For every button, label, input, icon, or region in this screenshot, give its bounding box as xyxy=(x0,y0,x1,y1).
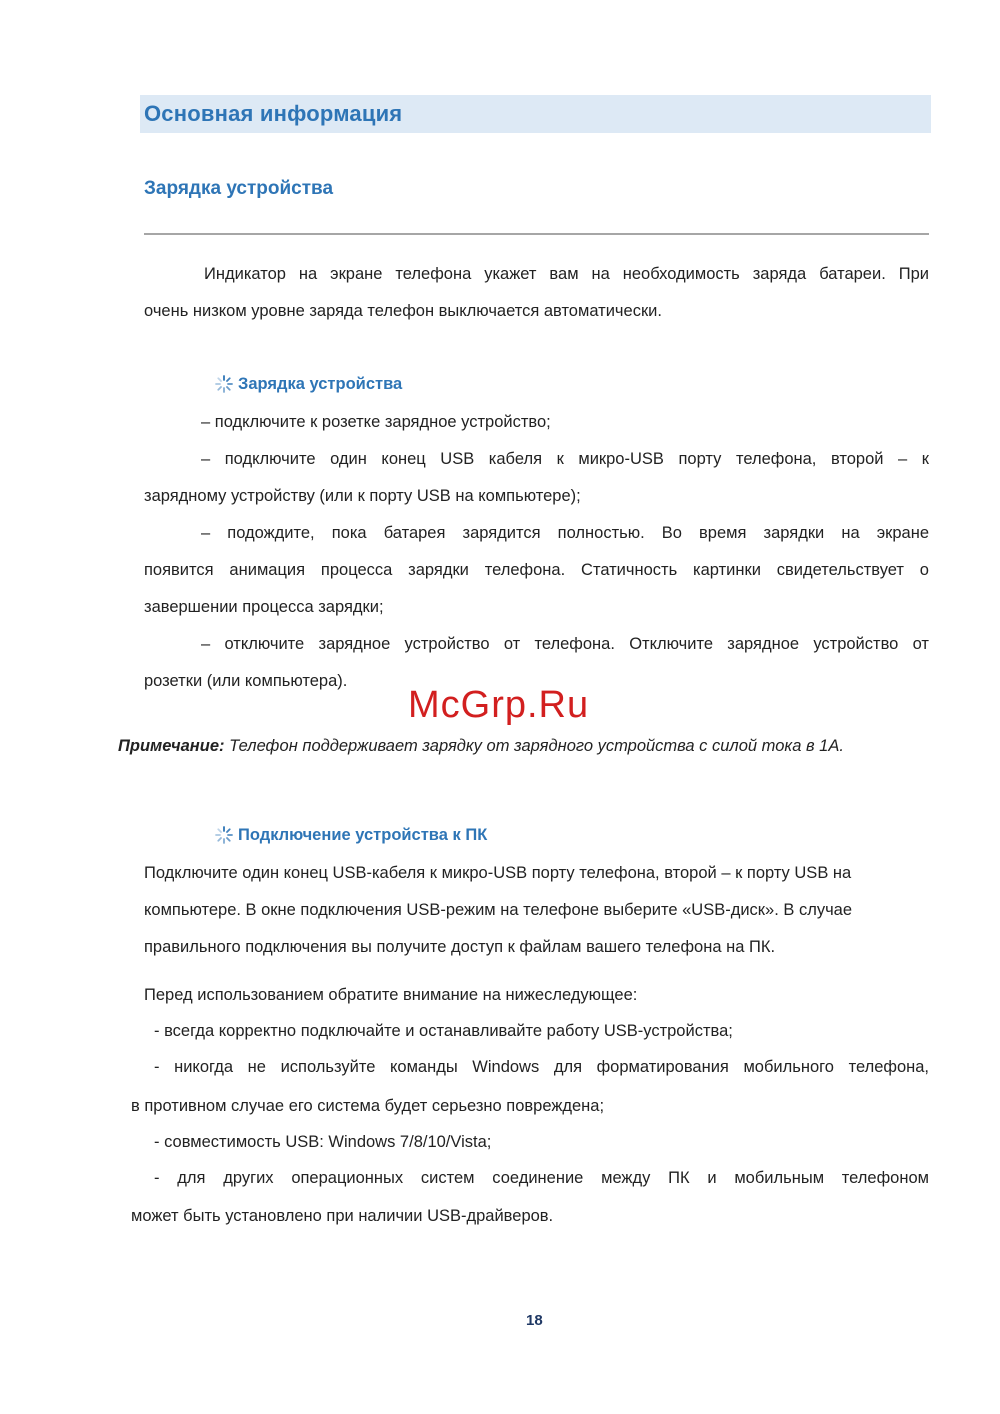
charging-step-4-line-1: – отключите зарядное устройство от телефона. Отключите зарядное устройство от xyxy=(201,635,929,653)
watermark: McGrp.Ru xyxy=(408,684,590,726)
charging-subsection-label: Зарядка устройства xyxy=(238,374,403,393)
pc-subsection-title xyxy=(214,825,487,845)
page-number: 18 xyxy=(526,1312,543,1329)
pc-paragraph-line-2: компьютере. В окне подключения USB-режим на телефоне выберите «USB-диск». В случае xyxy=(144,901,853,919)
pc-paragraph-2: Перед использованием обратите внимание на нижеследующее: xyxy=(144,986,638,1004)
pc-paragraph-line-3: правильного подключения вы получите доступ к файлам вашего телефона на ПК. xyxy=(144,938,776,956)
intro-line-1: Индикатор на экране телефона укажет вам на необходимость заряда батареи. При xyxy=(204,265,929,283)
bullet-4-line-2: может быть установлено при наличии USB-драйверов. xyxy=(131,1207,554,1225)
bullet-4-line-1: - для других операционных систем соединение между ПК и мобильным телефоном xyxy=(154,1169,929,1187)
section-heading-band xyxy=(140,95,931,133)
loading-spinner-icon xyxy=(214,825,234,845)
divider xyxy=(144,233,929,235)
bullet-2-line-2: в противном случае его система будет серьезно повреждена; xyxy=(131,1097,605,1115)
note xyxy=(118,737,844,756)
bullet-3: - совместимость USB: Windows 7/8/10/Vista; xyxy=(154,1133,492,1151)
subheading-charging: Зарядка устройства xyxy=(144,178,334,199)
intro-line-2: очень низком уровне заряда телефон выключается автоматически. xyxy=(144,302,662,320)
charging-step-3-line-1: – подождите, пока батарея зарядится полностью. Во время зарядки на экране xyxy=(201,524,929,542)
pc-subsection-label: Подключение устройства к ПК xyxy=(238,825,488,844)
note-label: Примечание: xyxy=(118,737,225,755)
bullet-2-line-1: - никогда не используйте команды Windows для форматирования мобильного телефона, xyxy=(154,1058,929,1076)
charging-step-1: – подключите к розетке зарядное устройство; xyxy=(201,413,551,431)
charging-step-3-line-3: завершении процесса зарядки; xyxy=(144,598,384,616)
bullet-1: - всегда корректно подключайте и останавливайте работу USB-устройства; xyxy=(154,1022,733,1040)
section-heading: Основная информация xyxy=(144,101,403,126)
charging-step-2-line-1: – подключите один конец USB кабеля к микро-USB порту телефона, второй – к xyxy=(201,450,929,468)
charging-step-3-line-2: появится анимация процесса зарядки телефона. Статичность картинки свидетельствует о xyxy=(144,561,929,579)
loading-spinner-icon xyxy=(214,374,234,394)
pc-paragraph-line-1: Подключите один конец USB-кабеля к микро-USB порту телефона, второй – к порту USB на xyxy=(144,864,852,882)
charging-step-4-line-2: розетки (или компьютера). xyxy=(144,672,348,690)
charging-step-2-line-2: зарядному устройству (или к порту USB на компьютере); xyxy=(144,487,581,505)
note-text: Телефон поддерживает зарядку от зарядного устройства с силой тока в 1А. xyxy=(224,737,844,755)
charging-subsection-title xyxy=(214,374,402,394)
